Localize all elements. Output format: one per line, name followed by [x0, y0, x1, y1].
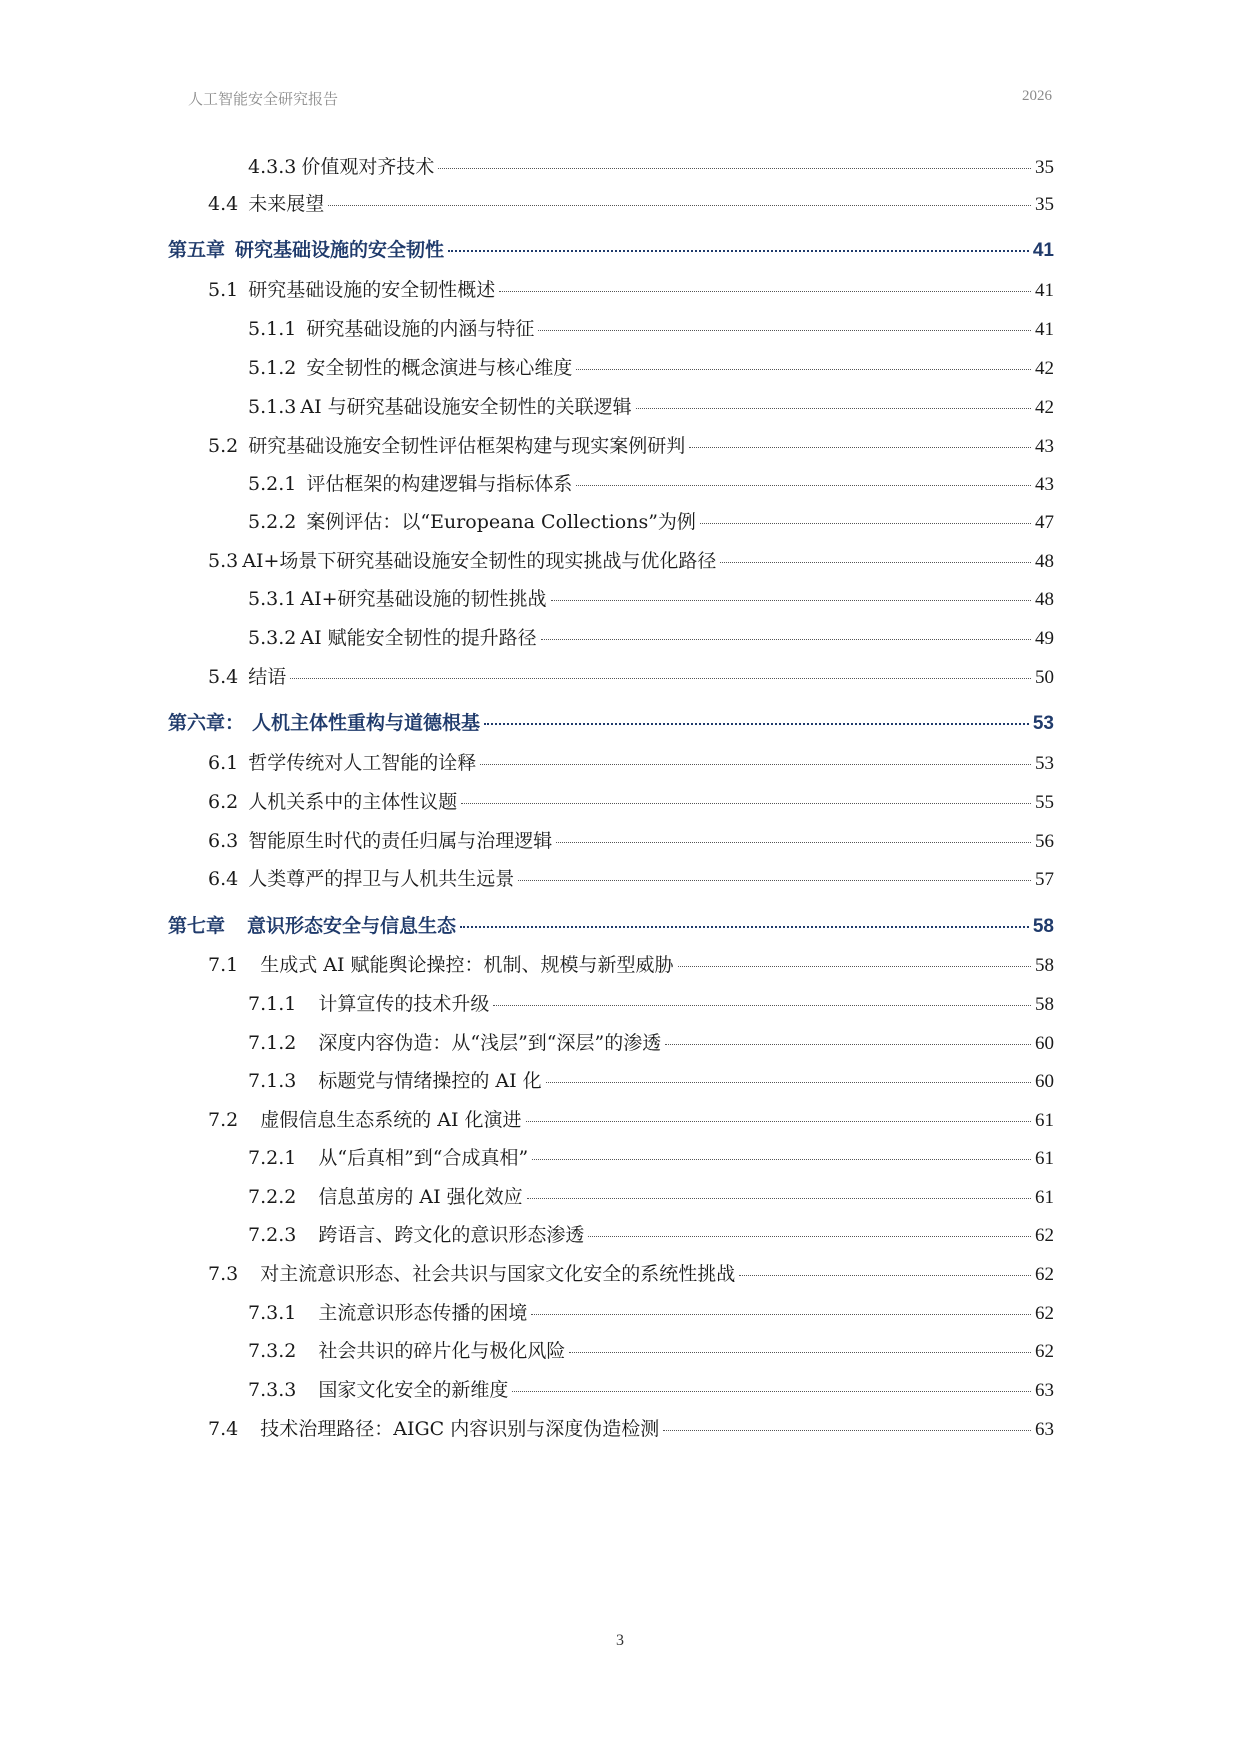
toc-chapter-entry[interactable] [168, 708, 1054, 735]
toc-subsection-entry[interactable] [248, 469, 1054, 496]
toc-subsection-entry[interactable] [248, 507, 1054, 534]
toc-entry-title: 研究基础设施的安全韧性 [235, 240, 445, 261]
toc-entry-page: 48 [1035, 551, 1054, 572]
toc-section-entry[interactable] [208, 748, 1054, 775]
toc-entry-page: 57 [1035, 869, 1054, 890]
dot-leader [720, 562, 1031, 563]
toc-entry-number: 6.1 [208, 752, 239, 774]
dot-leader [576, 485, 1031, 486]
dot-leader [551, 600, 1031, 601]
header-year: 2026 [1022, 88, 1052, 104]
toc-entry-number: 7.2 [208, 1109, 239, 1131]
dot-leader [527, 1198, 1031, 1199]
toc-entry-title: 研究基础设施的内涵与特征 [306, 318, 535, 340]
toc-entry-title: 研究基础设施的安全韧性概述 [248, 279, 496, 301]
toc-entry-number: 5.2 [208, 435, 239, 457]
dot-leader [531, 1314, 1031, 1315]
toc-entry-title: 信息茧房的 AI 强化效应 [318, 1186, 523, 1208]
toc-entry-title: 计算宣传的技术升级 [318, 993, 490, 1015]
toc-entry-page: 41 [1032, 240, 1054, 261]
dot-leader [460, 926, 1029, 928]
toc-entry-page: 48 [1035, 589, 1054, 610]
toc-entry-page: 35 [1035, 157, 1054, 178]
dot-leader [636, 408, 1031, 409]
dot-leader [532, 1159, 1031, 1160]
toc-entry-title: AI+研究基础设施的韧性挑战 [300, 588, 547, 610]
toc-entry-number: 7.1 [208, 954, 239, 976]
toc-entry-number: 7.3.2 [248, 1340, 297, 1362]
toc-entry-title: 未来展望 [248, 193, 325, 215]
toc-entry-title: 价值观对齐技术 [301, 156, 435, 178]
toc-entry-page: 56 [1035, 831, 1054, 852]
toc-subsection-entry[interactable] [248, 1066, 1054, 1093]
toc-entry-number: 7.2.1 [248, 1147, 297, 1169]
dot-leader [576, 369, 1031, 370]
toc-entry-page: 50 [1035, 667, 1054, 688]
toc-entry-page: 61 [1035, 1187, 1054, 1208]
toc-entry-number: 7.3.1 [248, 1302, 297, 1324]
toc-subsection-entry[interactable] [248, 623, 1054, 650]
toc-entry-page: 41 [1035, 319, 1054, 340]
toc-section-entry[interactable] [208, 826, 1054, 853]
toc-entry-number: 5.3 [208, 550, 239, 572]
toc-entry-title: 评估框架的构建逻辑与指标体系 [306, 473, 573, 495]
toc-entry-title: 从“后真相”到“合成真相” [318, 1147, 529, 1169]
dot-leader [556, 842, 1031, 843]
dot-leader [461, 803, 1031, 804]
toc-entry-number: 第六章： [168, 713, 245, 734]
toc-subsection-entry[interactable] [248, 152, 1054, 179]
dot-leader [538, 330, 1031, 331]
toc-entry-number: 5.3.2 [248, 627, 297, 649]
toc-entry-number: 5.2.2 [248, 511, 297, 533]
toc-entry-page: 58 [1035, 955, 1054, 976]
toc-entry-number: 5.1.3 [248, 396, 297, 418]
dot-leader [290, 678, 1031, 679]
page-number: 3 [616, 1632, 624, 1649]
toc-entry-page: 61 [1035, 1148, 1054, 1169]
toc-section-entry[interactable] [208, 662, 1054, 689]
toc-section-entry[interactable] [208, 189, 1054, 216]
toc-section-entry[interactable] [208, 950, 1054, 977]
dot-leader [518, 880, 1031, 881]
toc-subsection-entry[interactable] [248, 314, 1054, 341]
dot-leader [546, 1082, 1031, 1083]
toc-subsection-entry[interactable] [248, 353, 1054, 380]
dot-leader [328, 205, 1031, 206]
toc-entry-page: 49 [1035, 628, 1054, 649]
toc-entry-page: 53 [1035, 753, 1054, 774]
dot-leader [512, 1391, 1031, 1392]
toc-entry-number: 7.1.2 [248, 1032, 297, 1054]
toc-entry-number: 6.3 [208, 830, 239, 852]
toc-section-entry[interactable] [208, 1105, 1054, 1132]
toc-section-entry[interactable] [208, 1414, 1054, 1441]
toc-entry-page: 35 [1035, 194, 1054, 215]
toc-subsection-entry[interactable] [248, 1182, 1054, 1209]
toc-subsection-entry[interactable] [248, 1143, 1054, 1170]
toc-entry-page: 43 [1035, 474, 1054, 495]
toc-entry-title: AI+场景下研究基础设施安全韧性的现实挑战与优化路径 [242, 550, 717, 572]
dot-leader [663, 1430, 1031, 1431]
toc-section-entry[interactable] [208, 864, 1054, 891]
toc-entry-page: 61 [1035, 1110, 1054, 1131]
toc-entry-number: 5.2.1 [248, 473, 297, 495]
toc-entry-page: 62 [1035, 1225, 1054, 1246]
toc-entry-number: 5.1.1 [248, 318, 297, 340]
dot-leader [700, 523, 1031, 524]
toc-entry-page: 55 [1035, 792, 1054, 813]
toc-entry-title: 虚假信息生态系统的 AI 化演进 [260, 1109, 522, 1131]
toc-entry-page: 62 [1035, 1341, 1054, 1362]
toc-entry-page: 62 [1035, 1303, 1054, 1324]
toc-entry-number: 5.4 [208, 666, 239, 688]
dot-leader [493, 1005, 1031, 1006]
toc-entry-title: 社会共识的碎片化与极化风险 [318, 1340, 566, 1362]
toc-entry-number: 第五章 [168, 240, 226, 261]
toc-entry-page: 60 [1035, 1033, 1054, 1054]
dot-leader [588, 1236, 1031, 1237]
toc-entry-page: 60 [1035, 1071, 1054, 1092]
toc-entry-title: 国家文化安全的新维度 [318, 1379, 509, 1401]
toc-entry-number: 5.1 [208, 279, 239, 301]
toc-subsection-entry[interactable] [248, 1220, 1054, 1247]
toc-entry-title: 人机主体性重构与道德根基 [252, 713, 481, 734]
toc-entry-page: 53 [1032, 713, 1054, 734]
toc-entry-page: 42 [1035, 397, 1054, 418]
toc-entry-title: 主流意识形态传播的困境 [318, 1302, 528, 1324]
toc-section-entry[interactable] [208, 787, 1054, 814]
toc-entry-title: 对主流意识形态、社会共识与国家文化安全的系统性挑战 [260, 1263, 736, 1285]
toc-chapter-entry[interactable] [168, 235, 1054, 262]
toc-entry-title: AI 与研究基础设施安全韧性的关联逻辑 [300, 396, 632, 418]
dot-leader [438, 168, 1031, 169]
toc-entry-number: 6.2 [208, 791, 239, 813]
dot-leader [499, 291, 1031, 292]
toc-entry-number: 5.1.2 [248, 357, 297, 379]
toc-entry-title: 深度内容伪造：从“浅层”到“深层”的渗透 [318, 1032, 662, 1054]
toc-entry-number: 7.3.3 [248, 1379, 297, 1401]
toc-entry-number: 4.4 [208, 193, 239, 215]
toc-entry-title: AI 赋能安全韧性的提升路径 [300, 627, 537, 649]
toc-entry-page: 63 [1035, 1380, 1054, 1401]
dot-leader [484, 723, 1029, 725]
toc-entry-page: 43 [1035, 436, 1054, 457]
toc-subsection-entry[interactable] [248, 1375, 1054, 1402]
dot-leader [448, 250, 1029, 252]
dot-leader [541, 639, 1031, 640]
toc-chapter-entry[interactable] [168, 911, 1054, 938]
toc-entry-title: 意识形态安全与信息生态 [247, 916, 457, 937]
toc-entry-title: 人机关系中的主体性议题 [248, 791, 458, 813]
toc-entry-page: 42 [1035, 358, 1054, 379]
dot-leader [526, 1121, 1031, 1122]
toc-entry-page: 58 [1035, 994, 1054, 1015]
toc-entry-title: 跨语言、跨文化的意识形态渗透 [318, 1224, 585, 1246]
toc-entry-number: 7.1.1 [248, 993, 297, 1015]
toc-entry-page: 47 [1035, 512, 1054, 533]
dot-leader [678, 966, 1031, 967]
dot-leader [665, 1044, 1031, 1045]
dot-leader [569, 1352, 1031, 1353]
dot-leader [689, 447, 1031, 448]
toc-section-entry[interactable] [208, 275, 1054, 302]
toc-entry-page: 41 [1035, 280, 1054, 301]
toc-entry-number: 7.4 [208, 1418, 239, 1440]
toc-entry-title: 技术治理路径：AIGC 内容识别与深度伪造检测 [260, 1418, 660, 1440]
dot-leader [480, 764, 1031, 765]
toc-subsection-entry[interactable] [248, 989, 1054, 1016]
toc-entry-page: 58 [1032, 916, 1054, 937]
page-header [188, 88, 1052, 112]
toc-entry-title: 人类尊严的捍卫与人机共生远景 [248, 868, 515, 890]
toc-entry-number: 第七章 [168, 916, 226, 937]
toc-entry-title: 标题党与情绪操控的 AI 化 [318, 1070, 542, 1092]
toc-entry-title: 安全韧性的概念演进与核心维度 [306, 357, 573, 379]
header-title: 人工智能安全研究报告 [188, 90, 339, 108]
toc-entry-title: 案例评估：以“Europeana Collections”为例 [306, 511, 696, 533]
toc-entry-page: 63 [1035, 1419, 1054, 1440]
toc-entry-number: 5.3.1 [248, 588, 297, 610]
toc-entry-title: 智能原生时代的责任归属与治理逻辑 [248, 830, 553, 852]
toc-entry-number: 7.1.3 [248, 1070, 297, 1092]
toc-entry-number: 7.3 [208, 1263, 239, 1285]
toc-entry-title: 生成式 AI 赋能舆论操控：机制、规模与新型威胁 [260, 954, 674, 976]
toc-entry-page: 62 [1035, 1264, 1054, 1285]
toc-subsection-entry[interactable] [248, 392, 1054, 419]
toc-section-entry[interactable] [208, 431, 1054, 458]
toc-entry-number: 7.2.3 [248, 1224, 297, 1246]
toc-entry-title: 哲学传统对人工智能的诠释 [248, 752, 477, 774]
toc-entry-number: 4.3.3 [248, 156, 297, 178]
dot-leader [739, 1275, 1031, 1276]
toc-entry-title: 研究基础设施安全韧性评估框架构建与现实案例研判 [248, 435, 686, 457]
toc-entry-title: 结语 [248, 666, 287, 688]
toc-subsection-entry[interactable] [248, 1298, 1054, 1325]
toc-subsection-entry[interactable] [248, 584, 1054, 611]
toc-entry-number: 6.4 [208, 868, 239, 890]
toc-subsection-entry[interactable] [248, 1028, 1054, 1055]
toc-section-entry[interactable] [208, 1259, 1054, 1286]
toc-section-entry[interactable] [208, 546, 1054, 573]
toc-subsection-entry[interactable] [248, 1336, 1054, 1363]
toc-entry-number: 7.2.2 [248, 1186, 297, 1208]
